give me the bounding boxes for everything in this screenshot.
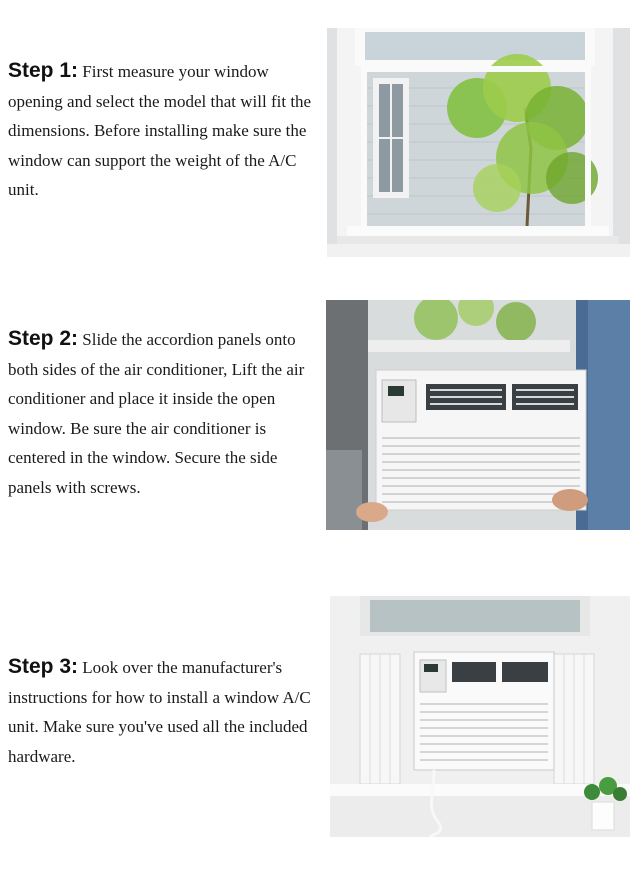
- step-2-photo-installing-unit: [326, 300, 630, 530]
- step-2-description: Slide the accordion panels onto both sides of the air conditioner, Lift the air conditioner and place it inside the open window. Be sure the air conditioner is centered in the window. Secure the side panels with screws.: [8, 330, 305, 497]
- step-1-description: First measure your window opening and select the model that will fit the dimensions. Before installing make sure the window can support the weight of the A/C unit.: [8, 62, 312, 199]
- step-1: [0, 0, 636, 270]
- step-2: [0, 280, 636, 550]
- step-3-text: [8, 652, 328, 771]
- step-2-text: [8, 324, 324, 502]
- step-1-label: Step 1:: [8, 59, 79, 82]
- step-3-photo-installed-unit: [330, 596, 630, 837]
- step-3: [0, 580, 636, 871]
- step-3-label: Step 3:: [8, 655, 79, 678]
- step-1-text: [8, 56, 326, 205]
- step-1-photo-open-window: [327, 28, 630, 257]
- step-3-description: Look over the manufacturer's instructions for how to install a window A/C unit. Make sure you've used all the included hardware.: [8, 658, 311, 766]
- step-2-label: Step 2:: [8, 327, 79, 350]
